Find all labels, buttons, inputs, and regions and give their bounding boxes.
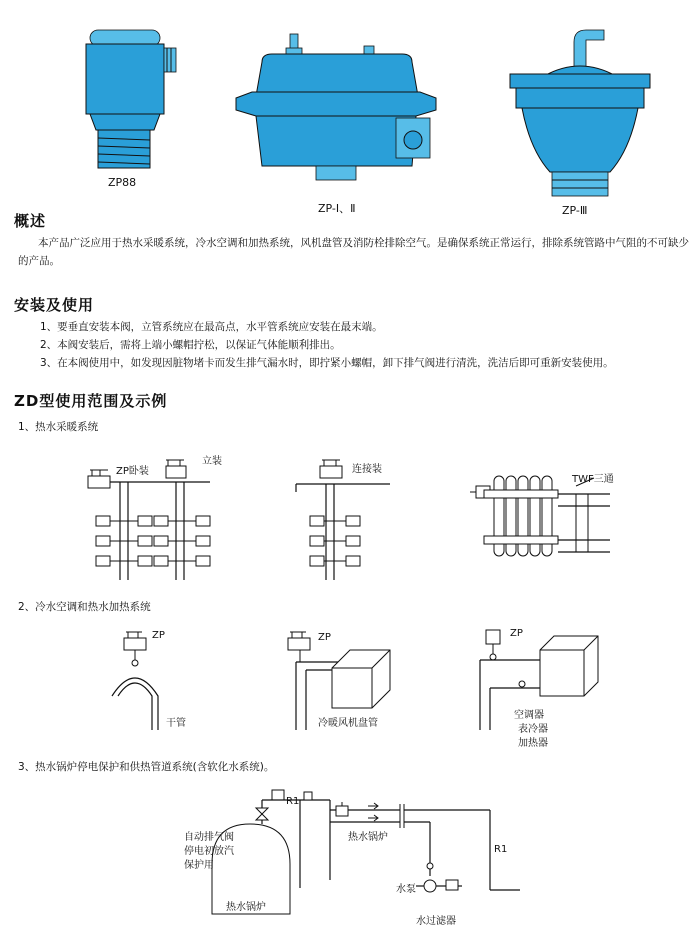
usage-heading: ZD型使用范围及示例 <box>14 392 168 410</box>
product-illustrations <box>0 0 700 210</box>
label-kongtiaoqi: 空调器 <box>514 710 544 721</box>
label-power-fail: 停电初放汽 <box>184 846 234 857</box>
label-zp-right: ZP <box>510 628 523 639</box>
label-boiler-main: 热水锅炉 <box>226 902 266 913</box>
label-r1-top: R1 <box>286 796 300 807</box>
product-caption-zp-1-2: ZP-Ⅰ、Ⅱ <box>318 202 356 215</box>
label-biaolengqi: 表冷器 <box>518 724 548 735</box>
label-water-filter: 水过滤器 <box>416 916 456 927</box>
install-item-1: 1、要垂直安装本阀，立管系统应在最高点，水平管系统应安装在最末端。 <box>40 321 383 333</box>
label-jiareqi: 加热器 <box>518 738 548 749</box>
section-3-title: 3、热水锅炉停电保护和供热管道系统(含软化水系统)。 <box>18 761 275 773</box>
label-auto-vent: 自动排气阀 <box>184 832 234 843</box>
zp-1-2-valve-illustration <box>236 34 436 180</box>
label-zp-left: ZP <box>152 630 165 641</box>
overview-heading: 概述 <box>14 212 47 230</box>
label-twf-santong: TWF三通 <box>572 474 614 485</box>
label-protection: 保护用 <box>184 860 214 871</box>
heating-right-radiator <box>470 476 610 556</box>
section-1-title: 1、热水采暖系统 <box>18 421 99 433</box>
pump-icon <box>424 880 436 892</box>
label-zp-middle: ZP <box>318 632 331 643</box>
label-r1-right: R1 <box>494 844 508 855</box>
air-conditioning-diagram <box>0 620 700 750</box>
install-item-3: 3、在本阀使用中，如发现因脏物堵卡而发生排气漏水时，即拧紧小螺帽，卸下排气阀进行清洗，洗洁后即可重新安装使用。 <box>40 357 614 369</box>
product-caption-zp-3: ZP-Ⅲ <box>562 204 588 217</box>
install-heading: 安装及使用 <box>14 296 95 314</box>
label-boiler-top: 热水锅炉 <box>348 832 388 843</box>
label-ganguan: 干管 <box>166 718 186 729</box>
label-lizhuang: 立装 <box>202 456 222 467</box>
label-zp-wozhuang: ZP卧装 <box>116 466 149 477</box>
label-lianjiezhuang: 连接装 <box>352 464 382 475</box>
product-caption-zp88: ZP88 <box>108 176 137 189</box>
section-2-title: 2、冷水空调和热水加热系统 <box>18 601 151 613</box>
ac-left-trunk <box>112 632 158 730</box>
overview-text: 本产品广泛应用于热水采暖系统，冷水空调和加热系统，风机盘管及消防栓排除空气。是确保系统正常运行，排除系统管路中气阻的不可缺少的产品。 <box>18 237 689 267</box>
boiler-protection-diagram <box>0 780 700 934</box>
zp88-valve-illustration <box>86 30 176 168</box>
label-pump: 水泵 <box>396 884 416 895</box>
heating-left-group <box>88 460 210 580</box>
install-item-2: 2、本阀安装后，需将上端小螺帽拧松，以保证气体能顺利排出。 <box>40 339 341 351</box>
heating-middle-group <box>296 460 390 580</box>
label-fengji-panguan: 冷暖风机盘管 <box>318 718 378 729</box>
zp-3-valve-illustration <box>510 30 650 196</box>
heating-system-diagram <box>0 440 700 590</box>
